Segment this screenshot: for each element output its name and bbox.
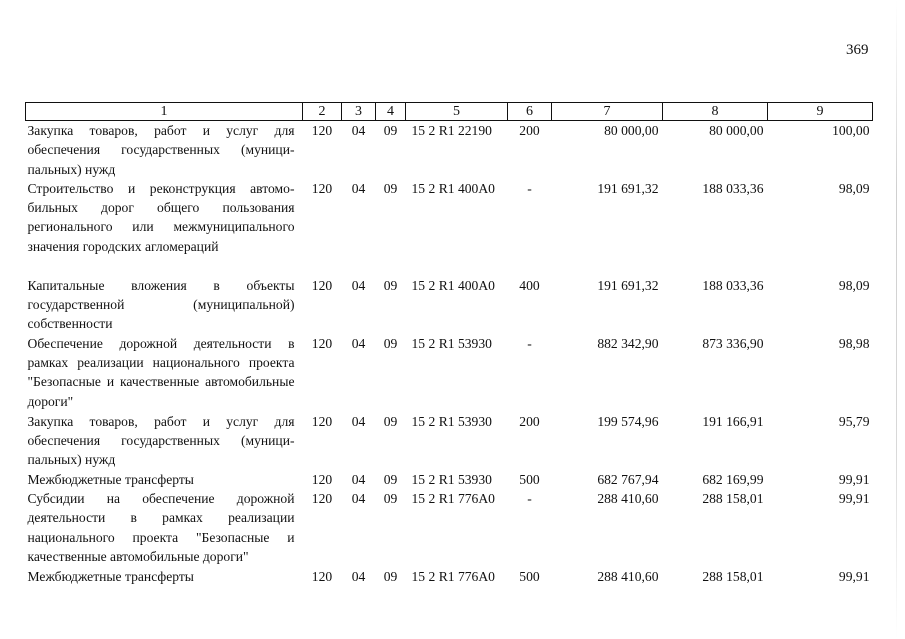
cell-col4: 09	[383, 569, 398, 585]
cell-col6: 200	[519, 123, 540, 138]
row-description: Капитальные вложения в объекты государственной (муниципальной) собственности	[27, 277, 295, 332]
cell-col9: 99,91	[838, 471, 870, 487]
table-row	[26, 412, 873, 470]
table-row	[26, 334, 873, 412]
cell-col4: 09	[383, 471, 398, 487]
cell-col6: 200	[519, 413, 540, 429]
cell-col3: 04	[351, 491, 366, 507]
cell-col2: 120	[311, 180, 333, 196]
cell-col6: 500	[519, 569, 540, 585]
cell-col2: 120	[311, 277, 333, 293]
cell-col3: 04	[351, 471, 366, 487]
header-row	[26, 103, 873, 121]
cell-col6: -	[527, 180, 532, 196]
column-header-9: 9	[768, 103, 873, 121]
cell-col8: 188 033,36	[702, 180, 764, 196]
cell-col7: 191 691,32	[597, 180, 659, 196]
column-header-7: 7	[552, 103, 663, 121]
cell-col7: 882 342,90	[597, 335, 659, 351]
page-number: 369	[846, 42, 869, 58]
cell-col7: 288 410,60	[597, 491, 659, 507]
cell-col5: 15 2 R1 776A0	[411, 491, 495, 507]
cell-col4: 09	[383, 491, 398, 507]
cell-col3: 04	[351, 335, 366, 351]
cell-col7: 191 691,32	[597, 277, 659, 293]
cell-col6: -	[527, 335, 532, 351]
cell-col6: 400	[519, 277, 540, 293]
cell-col9: 98,09	[838, 180, 870, 196]
cell-col6: -	[527, 491, 532, 507]
cell-col8: 873 336,90	[702, 335, 764, 351]
cell-col8: 80 000,00	[709, 123, 764, 138]
cell-col3: 04	[351, 123, 366, 138]
budget-table-container	[25, 102, 872, 587]
cell-col9: 99,91	[838, 569, 870, 585]
cell-col3: 04	[351, 277, 366, 293]
column-header-1: 1	[26, 103, 303, 121]
column-header-2: 2	[303, 103, 342, 121]
row-description: Межбюджетные трансферты	[27, 569, 194, 585]
row-description: Субсидии на обеспечение дорожной деятельности в рамках реализации национального проекта "Безопасные и качественные автомобильные дороги"	[27, 491, 295, 565]
table-row	[26, 276, 873, 334]
cell-col5: 15 2 R1 53930	[411, 335, 492, 351]
column-header-4: 4	[376, 103, 406, 121]
row-description: Обеспечение дорожной деятельности в рамках реализации национального проекта "Безопасные и качественные автомобильные дороги"	[27, 335, 295, 409]
table-row	[26, 470, 873, 489]
scan-edge-line	[896, 0, 897, 639]
cell-col5: 15 2 R1 400A0	[411, 277, 495, 293]
row-description: Межбюджетные трансферты	[27, 471, 194, 487]
cell-col2: 120	[311, 123, 333, 138]
cell-col5: 15 2 R1 53930	[411, 471, 492, 487]
cell-col4: 09	[383, 277, 398, 293]
cell-col3: 04	[351, 180, 366, 196]
cell-col2: 120	[311, 413, 333, 429]
cell-col9: 95,79	[838, 413, 870, 429]
cell-col7: 199 574,96	[597, 413, 659, 429]
column-header-8: 8	[663, 103, 768, 121]
cell-col4: 09	[383, 335, 398, 351]
budget-table	[25, 102, 873, 587]
cell-col5: 15 2 R1 776A0	[411, 569, 495, 585]
column-header-6: 6	[508, 103, 552, 121]
cell-col4: 09	[383, 180, 398, 196]
column-header-3: 3	[342, 103, 376, 121]
cell-col2: 120	[311, 491, 333, 507]
cell-col3: 04	[351, 569, 366, 585]
cell-col8: 682 169,99	[702, 471, 764, 487]
cell-col8: 188 033,36	[702, 277, 764, 293]
cell-col4: 09	[383, 413, 398, 429]
cell-col4: 09	[383, 123, 398, 138]
cell-col6: 500	[519, 471, 540, 487]
cell-col2: 120	[311, 569, 333, 585]
cell-col8: 191 166,91	[702, 413, 764, 429]
row-description: Закупка товаров, работ и услуг для обеспечения государственных (муници-пальных) нужд	[27, 413, 295, 468]
cell-col5: 15 2 R1 400A0	[411, 180, 495, 196]
cell-col7: 682 767,94	[597, 471, 659, 487]
row-description: Строительство и реконструкция автомо-бильных дорог общего пользования регионального или межмуниципального значения городских агломераций	[27, 180, 295, 254]
cell-col9: 98,09	[838, 277, 870, 293]
cell-col9: 98,98	[838, 335, 870, 351]
table-row	[26, 179, 873, 276]
cell-col7: 80 000,00	[604, 123, 659, 138]
row-description: Закупка товаров, работ и услуг для обеспечения государственных (муници-пальных) нужд	[27, 123, 295, 177]
cell-col5: 15 2 R1 53930	[411, 413, 492, 429]
cell-col3: 04	[351, 413, 366, 429]
cell-col9: 99,91	[838, 491, 870, 507]
table-row	[26, 121, 873, 179]
table-row	[26, 489, 873, 567]
column-header-5: 5	[406, 103, 508, 121]
cell-col5: 15 2 R1 22190	[411, 123, 492, 138]
cell-col8: 288 158,01	[702, 491, 764, 507]
cell-col9: 100,00	[832, 123, 870, 138]
table-row	[26, 567, 873, 587]
cell-col8: 288 158,01	[702, 569, 764, 585]
cell-col2: 120	[311, 471, 333, 487]
cell-col7: 288 410,60	[597, 569, 659, 585]
cell-col2: 120	[311, 335, 333, 351]
